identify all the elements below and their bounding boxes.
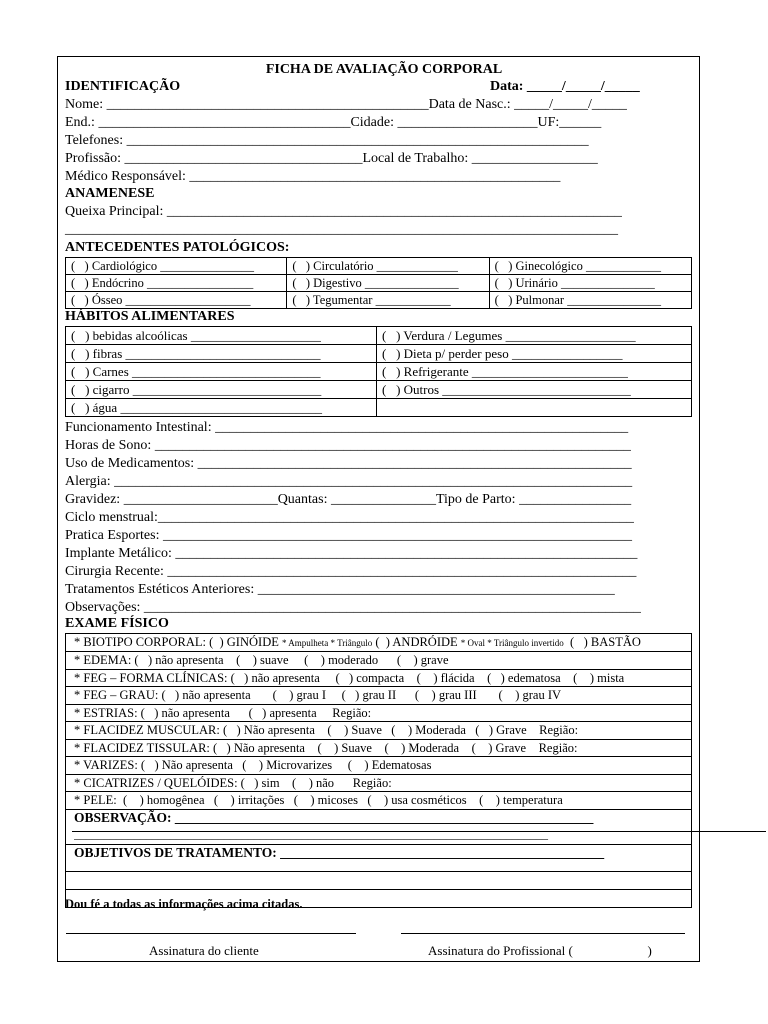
habito-refrigerante[interactable]: ( ) Refrigerante ________________________ (377, 363, 692, 381)
antecedente-circulatorio[interactable]: ( ) Circulatório _____________ (287, 258, 489, 275)
funcionamento-intestinal-field[interactable]: Funcionamento Intestinal: ___________________________________________________________ (65, 420, 629, 435)
pele-row[interactable]: * PELE: ( ) homogênea ( ) irritações ( ) micoses ( ) usa cosméticos ( ) temperatura (66, 792, 692, 810)
assinatura-profissional-label: Assinatura do Profissional ( ) (428, 943, 652, 958)
endereco-field[interactable]: End.: ____________________________________Cidade: ____________________UF:______ (65, 115, 602, 130)
alergia-field[interactable]: Alergia: __________________________________________________________________________ (65, 474, 633, 489)
exame-fisico-table (65, 633, 692, 908)
table-row (66, 739, 692, 757)
cicatrizes-row[interactable]: * CICATRIZES / QUELÓIDES: ( ) sim ( ) não Região: (66, 774, 692, 792)
section-exame-fisico: EXAME FÍSICO (65, 616, 169, 631)
habito-carnes[interactable]: ( ) Carnes _____________________________ (66, 363, 377, 381)
implante-field[interactable]: Implante Metálico: __________________________________________________________________ (65, 546, 638, 561)
antecedente-digestivo[interactable]: ( ) Digestivo _______________ (287, 275, 489, 292)
assinatura-cliente-label: Assinatura do cliente (149, 943, 259, 958)
feg-grau-row[interactable]: * FEG – GRAU: ( ) não apresenta ( ) grau I ( ) grau II ( ) grau III ( ) grau IV (66, 687, 692, 705)
habito-verdura[interactable]: ( ) Verdura / Legumes ____________________ (377, 327, 692, 345)
table-row (66, 871, 692, 889)
observacao-row[interactable] (66, 809, 692, 844)
table-row (66, 792, 692, 810)
biotipo-bastao: ( ) BASTÃO (563, 635, 641, 649)
antecedente-pulmonar[interactable]: ( ) Pulmonar _______________ (489, 292, 691, 309)
biotipo-androide: ( ) ANDRÓIDE (372, 635, 461, 649)
table-row (66, 652, 692, 670)
observacao-continuation[interactable]: _______________________________________________________________________________ (74, 826, 548, 841)
queixa-continuation[interactable]: _______________________________________________________________________________ (65, 222, 618, 237)
table-row (66, 809, 692, 844)
habito-agua[interactable]: ( ) água _______________________________ (66, 399, 377, 417)
objetivos-blank-1[interactable] (66, 871, 692, 889)
signature-line-profissional[interactable] (401, 933, 685, 934)
antecedente-tegumentar[interactable]: ( ) Tegumentar ____________ (287, 292, 489, 309)
estrias-row[interactable]: * ESTRIAS: ( ) não apresenta ( ) apresenta Região: (66, 704, 692, 722)
habito-outros[interactable]: ( ) Outros _____________________________ (377, 381, 692, 399)
observacao-label: OBSERVAÇÃO: ______________________________________________________________ (74, 809, 594, 825)
medico-field[interactable]: Médico Responsável: _____________________________________________________ (65, 169, 561, 184)
cirurgia-field[interactable]: Cirurgia Recente: ___________________________________________________________________ (65, 564, 637, 579)
feg-forma-row[interactable]: * FEG – FORMA CLÍNICAS: ( ) não apresenta ( ) compacta ( ) flácida ( ) edematosa ( ) mista (66, 669, 692, 687)
gravidez-field[interactable]: Gravidez: ______________________Quantas: _______________Tipo de Parto: ________________ (65, 492, 632, 507)
antecedente-cardiologico[interactable]: ( ) Cardiológico _______________ (66, 258, 287, 275)
esportes-field[interactable]: Pratica Esportes: ___________________________________________________________________ (65, 528, 632, 543)
observacao-overflow-line (72, 831, 766, 832)
habito-dieta[interactable]: ( ) Dieta p/ perder peso _________________ (377, 345, 692, 363)
section-habitos: HÁBITOS ALIMENTARES (65, 309, 235, 324)
table-row (66, 844, 692, 871)
flacidez-tissular-row[interactable]: * FLACIDEZ TISSULAR: ( ) Não apresenta ( ) Suave ( ) Moderada ( ) Grave Região: (66, 739, 692, 757)
habito-fibras[interactable]: ( ) fibras ______________________________ (66, 345, 377, 363)
telefones-field[interactable]: Telefones: __________________________________________________________________ (65, 133, 589, 148)
biotipo-row[interactable] (66, 634, 692, 652)
table-row (66, 757, 692, 775)
table-row (66, 292, 692, 309)
biotipo-ginoide: * BIOTIPO CORPORAL: ( ) GINÓIDE (74, 635, 282, 649)
antecedentes-table (65, 257, 692, 309)
ciclo-menstrual-field[interactable]: Ciclo menstrual:____________________________________________________________________ (65, 510, 634, 525)
table-row (66, 634, 692, 652)
table-row (66, 687, 692, 705)
table-row (66, 327, 692, 345)
section-identificacao: IDENTIFICAÇÃO (65, 79, 181, 94)
table-row (66, 275, 692, 292)
declaracao-text: Dou fé a todas as informações acima citadas. (65, 897, 303, 911)
section-antecedentes: ANTECEDENTES PATOLÓGICOS: (65, 240, 290, 255)
antecedente-osseo[interactable]: ( ) Ósseo ____________________ (66, 292, 287, 309)
varizes-row[interactable]: * VARIZES: ( ) Não apresenta ( ) Microvarizes ( ) Edematosas (66, 757, 692, 775)
habito-bebidas[interactable]: ( ) bebidas alcoólicas ____________________ (66, 327, 377, 345)
nome-field[interactable]: Nome: ______________________________________________Data de Nasc.: _____/_____/_____ (65, 97, 627, 112)
habitos-table (65, 326, 692, 417)
medicamentos-field[interactable]: Uso de Medicamentos: ______________________________________________________________ (65, 456, 632, 471)
biotipo-androide-note: * Oval * Triângulo invertido (460, 638, 564, 648)
biotipo-ginoide-note: * Ampulheta * Triângulo (281, 638, 373, 648)
table-row (66, 381, 692, 399)
flacidez-muscular-row[interactable]: * FLACIDEZ MUSCULAR: ( ) Não apresenta ( ) Suave ( ) Moderada ( ) Grave Região: (66, 722, 692, 740)
table-row (66, 774, 692, 792)
table-row (66, 669, 692, 687)
antecedente-urinario[interactable]: ( ) Urinário _______________ (489, 275, 691, 292)
profissao-field[interactable]: Profissão: __________________________________Local de Trabalho: __________________ (65, 151, 598, 166)
tratamentos-field[interactable]: Tratamentos Estéticos Anteriores: ___________________________________________________ (65, 582, 615, 597)
signature-line-cliente[interactable] (66, 933, 356, 934)
observacoes-field[interactable]: Observações: _______________________________________________________________________ (65, 600, 641, 615)
table-row (66, 363, 692, 381)
habito-empty (377, 399, 692, 417)
habito-cigarro[interactable]: ( ) cigarro _____________________________ (66, 381, 377, 399)
table-row (66, 722, 692, 740)
form-title: FICHA DE AVALIAÇÃO CORPORAL (265, 62, 503, 77)
table-row (66, 258, 692, 275)
table-row (66, 704, 692, 722)
antecedente-endocrino[interactable]: ( ) Endócrino _________________ (66, 275, 287, 292)
data-field[interactable]: Data: _____/_____/_____ (490, 79, 640, 94)
antecedente-ginecologico[interactable]: ( ) Ginecológico ____________ (489, 258, 691, 275)
table-row (66, 345, 692, 363)
objetivos-row[interactable]: OBJETIVOS DE TRATAMENTO: ________________________________________________ (66, 844, 692, 871)
table-row (66, 399, 692, 417)
queixa-field[interactable]: Queixa Principal: _________________________________________________________________ (65, 204, 622, 219)
horas-sono-field[interactable]: Horas de Sono: ____________________________________________________________________ (65, 438, 631, 453)
section-anamnese: ANAMENESE (65, 186, 155, 201)
edema-row[interactable]: * EDEMA: ( ) não apresenta ( ) suave ( ) moderado ( ) grave (66, 652, 692, 670)
